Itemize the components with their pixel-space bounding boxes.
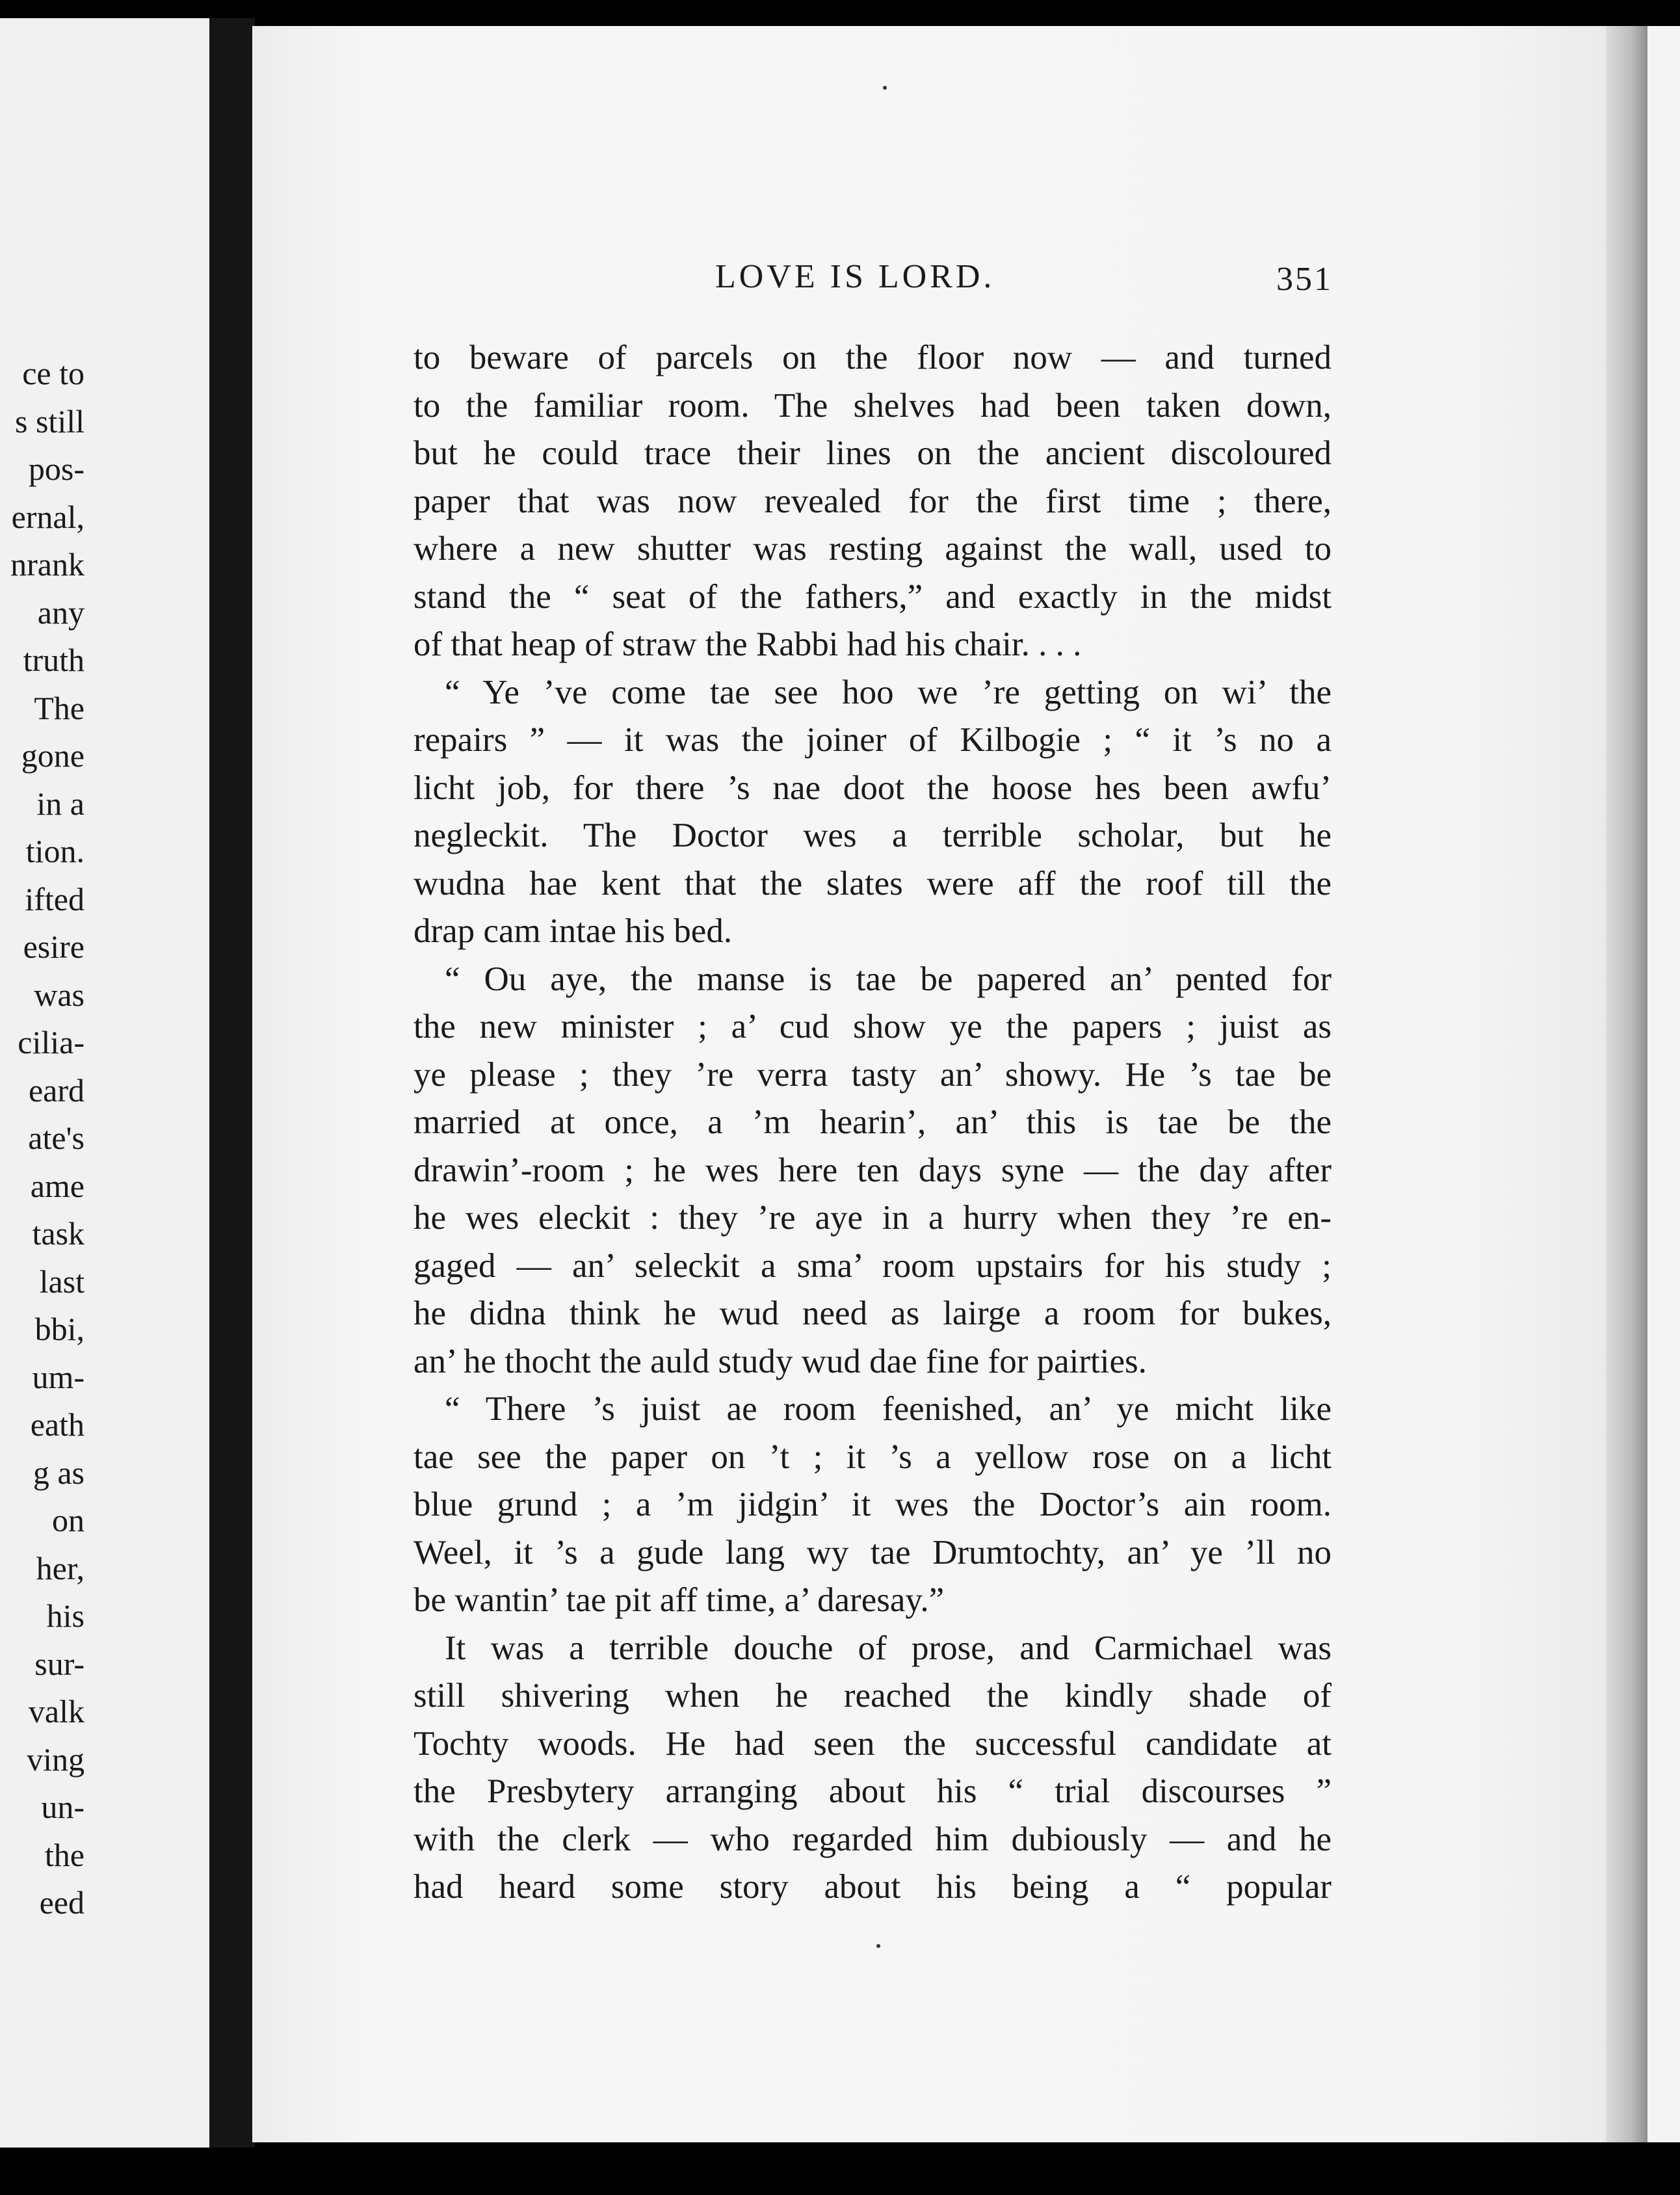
text-line: blue grund ; a ’m jidgin’ it wes the Doctor’s ain room.	[413, 1486, 1332, 1523]
previous-page-line: ate's	[28, 1120, 85, 1156]
text-line: the new minister ; a’ cud show ye the papers ; juist as	[413, 1008, 1332, 1045]
page-edge	[1647, 26, 1680, 2142]
previous-page-line: last	[39, 1263, 85, 1300]
text-line: It was a terrible douche of prose, and Carmichael was	[445, 1629, 1332, 1667]
previous-page-line: task	[32, 1215, 85, 1252]
previous-page-line: eed	[39, 1884, 85, 1921]
previous-page-line: gone	[21, 737, 85, 774]
previous-page-line: ce to	[22, 355, 85, 391]
text-line: he didna think he wud need as lairge a room for bukes,	[413, 1295, 1332, 1332]
previous-page-line: um-	[32, 1358, 85, 1395]
body-text	[413, 334, 1332, 1912]
previous-page-line: eard	[28, 1071, 85, 1109]
text-line: Tochty woods. He had seen the successful candidate at	[413, 1724, 1332, 1763]
text-line: to beware of parcels on the floor now — and turned	[413, 339, 1332, 376]
book-gutter	[209, 18, 255, 2148]
text-line: where a new shutter was resting against the wall, used to	[413, 530, 1332, 568]
previous-page-line: the	[44, 1836, 85, 1873]
text-line: paper that was now revealed for the first time ; there,	[413, 482, 1332, 520]
text-line: of that heap of straw the Rabbi had his chair. . . .	[413, 625, 1082, 663]
text-line: but he could trace their lines on the ancient discoloured	[413, 434, 1332, 472]
text-line: negleckit. The Doctor wes a terrible scholar, but he	[413, 817, 1332, 854]
previous-page-line: ving	[27, 1741, 85, 1778]
running-head	[650, 257, 1333, 303]
previous-page	[0, 18, 234, 2148]
text-line: with the clerk — who regarded him dubiously — and he	[413, 1820, 1332, 1858]
text-line: tae see the paper on ’t ; it ’s a yellow rose on a licht	[413, 1438, 1332, 1476]
previous-page-line: ernal,	[11, 498, 85, 535]
previous-page-line: any	[37, 594, 85, 631]
text-line: stand the “ seat of the fathers,” and exactly in the midst	[413, 577, 1332, 616]
previous-page-line: tion.	[25, 833, 85, 869]
previous-page-line: ifted	[25, 880, 85, 917]
previous-page-line: esire	[23, 928, 85, 965]
previous-page-line: on	[52, 1502, 85, 1538]
page-number: 351	[1276, 261, 1333, 298]
previous-page-line: sur-	[34, 1645, 85, 1682]
previous-page-line: her,	[36, 1549, 85, 1586]
previous-page-line: eath	[30, 1406, 85, 1443]
text-line: repairs ” — it was the joiner of Kilbogie ; “ it ’s no a	[413, 721, 1332, 759]
previous-page-line: cilia-	[18, 1024, 85, 1060]
text-line: married at once, a ’m hearin’, an’ this is tae be the	[413, 1103, 1332, 1141]
previous-page-line: g as	[33, 1454, 85, 1491]
previous-page-line: s still	[15, 402, 85, 440]
text-line: the Presbytery arranging about his “ trial discourses ”	[413, 1772, 1332, 1810]
previous-page-line: pos-	[28, 451, 85, 487]
text-line: drawin’-room ; he wes here ten days syne — the day after	[413, 1151, 1332, 1189]
text-line: licht job, for there ’s nae doot the hoose hes been awfu’	[413, 769, 1332, 807]
page-edge-shadow	[1606, 26, 1647, 2142]
text-line: ye please ; they ’re verra tasty an’ showy. He ’s tae be	[413, 1055, 1332, 1094]
text-line: wudna hae kent that the slates were aff the roof till the	[413, 864, 1332, 902]
text-line: had heard some story about his being a “ popular	[413, 1868, 1332, 1906]
previous-page-line: The	[34, 689, 85, 726]
text-line: be wantin’ tae pit aff time, a’ daresay.”	[413, 1581, 945, 1619]
previous-page-line: ame	[30, 1167, 85, 1204]
text-line: Weel, it ’s a gude lang wy tae Drumtochty, an’ ye ’ll no	[413, 1533, 1332, 1571]
text-line: “ Ye ’ve come tae see hoo we ’re getting on wi’ the	[445, 673, 1332, 711]
text-line: drap cam intae his bed.	[413, 912, 733, 950]
previous-page-line: nrank	[10, 546, 85, 583]
text-line: “ Ou aye, the manse is tae be papered an’ pented for	[445, 960, 1332, 998]
previous-page-text	[0, 350, 85, 1927]
paper-speck	[883, 86, 887, 90]
previous-page-line: his	[46, 1597, 85, 1634]
paper-speck	[876, 1944, 880, 1948]
text-line: an’ he thocht the auld study wud dae fine for pairties.	[413, 1342, 1147, 1380]
text-line: to the familiar room. The shelves had been taken down,	[413, 386, 1332, 425]
running-head-title: LOVE IS LORD.	[715, 258, 995, 295]
previous-page-line: bbi,	[34, 1311, 85, 1347]
previous-page-line: un-	[41, 1789, 85, 1825]
previous-page-line: valk	[28, 1693, 85, 1729]
previous-page-line: was	[34, 976, 85, 1013]
text-line: “ There ’s juist ae room feenished, an’ ye micht like	[445, 1390, 1332, 1428]
text-line: still shivering when he reached the kindly shade of	[413, 1677, 1332, 1715]
previous-page-line: truth	[23, 642, 85, 678]
text-line: gaged — an’ seleckit a sma’ room upstairs for his study ;	[413, 1246, 1332, 1285]
text-line: he wes eleckit : they ’re aye in a hurry when they ’re en-	[413, 1199, 1332, 1237]
previous-page-line: in a	[36, 785, 85, 822]
